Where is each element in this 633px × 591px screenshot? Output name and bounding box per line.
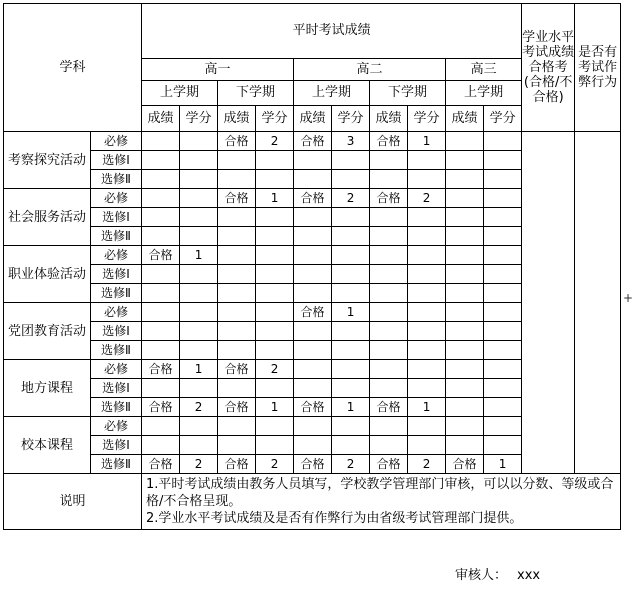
credit-cell [332,265,370,284]
score-cell [446,284,484,303]
credit-cell [408,170,446,189]
score-cell [218,151,256,170]
score-cell [446,132,484,151]
score-cell [446,398,484,417]
score-cell [218,322,256,341]
credit-cell [256,170,294,189]
credit-cell [408,284,446,303]
credit-cell [484,417,522,436]
score-cell [142,436,180,455]
cheating-record-cell [575,132,621,474]
score-cell [218,379,256,398]
score-cell [294,436,332,455]
credit-cell [484,360,522,379]
credit-cell [180,341,218,360]
course-type-label: 选修Ⅱ [91,398,142,417]
score-cell [370,436,408,455]
credit-cell [180,132,218,151]
credit-cell [408,322,446,341]
term-header: 上学期 [446,81,522,106]
score-cell [142,265,180,284]
grade3-header: 高三 [446,59,522,81]
note-line-2: 2.学业水平考试成绩及是否有作弊行为由省级考试管理部门提供。 [146,511,523,526]
score-cell: 合格 [294,303,332,322]
score-cell [142,208,180,227]
credit-col-header: 学分 [332,106,370,132]
credit-cell [332,170,370,189]
score-cell [218,265,256,284]
score-cell [218,284,256,303]
course-type-label: 选修Ⅱ [91,170,142,189]
credit-cell [180,189,218,208]
credit-col-header: 学分 [408,106,446,132]
score-cell [446,170,484,189]
score-cell: 合格 [370,398,408,417]
credit-cell [332,360,370,379]
course-type-label: 选修Ⅰ [91,322,142,341]
score-cell [142,303,180,322]
score-cell [218,170,256,189]
score-cell [294,227,332,246]
grade1-header: 高一 [142,59,294,81]
score-cell [446,151,484,170]
score-cell [446,303,484,322]
score-col-header: 成绩 [218,106,256,132]
score-cell [294,208,332,227]
credit-cell [256,151,294,170]
credit-cell [484,284,522,303]
score-cell [142,227,180,246]
credit-col-header: 学分 [484,106,522,132]
credit-cell [256,246,294,265]
score-cell [294,360,332,379]
score-cell [142,322,180,341]
notes-row [4,474,621,530]
credit-cell [484,379,522,398]
score-cell [370,379,408,398]
course-type-label: 选修Ⅰ [91,151,142,170]
credit-cell [332,151,370,170]
score-cell: 合格 [218,189,256,208]
score-cell [446,246,484,265]
score-cell [294,341,332,360]
expand-handle-icon[interactable]: + [623,291,633,305]
score-cell [218,436,256,455]
score-cell [446,360,484,379]
credit-cell [256,208,294,227]
credit-cell [408,208,446,227]
credit-cell [332,284,370,303]
credit-cell [332,379,370,398]
score-cell [370,227,408,246]
course-type-label: 选修Ⅱ [91,284,142,303]
score-cell [370,417,408,436]
credit-cell [484,398,522,417]
credit-cell [484,170,522,189]
credit-cell: 2 [408,189,446,208]
credit-cell [332,322,370,341]
course-type-label: 选修Ⅰ [91,265,142,284]
credit-cell [332,246,370,265]
course-type-label: 选修Ⅰ [91,379,142,398]
score-cell [370,246,408,265]
score-cell: 合格 [142,246,180,265]
credit-cell [332,436,370,455]
credit-cell [256,436,294,455]
credit-cell [332,208,370,227]
score-cell [142,417,180,436]
credit-cell [180,379,218,398]
score-cell: 合格 [218,132,256,151]
credit-cell: 1 [484,455,522,474]
score-cell [446,208,484,227]
credit-cell [180,436,218,455]
credit-cell [256,227,294,246]
score-cell [446,417,484,436]
course-type-label: 必修 [91,303,142,322]
score-col-header: 成绩 [142,106,180,132]
credit-cell [256,322,294,341]
score-cell: 合格 [142,360,180,379]
credit-cell [408,227,446,246]
credit-cell [180,284,218,303]
credit-cell [408,151,446,170]
credit-cell: 2 [180,398,218,417]
table-row [4,132,621,151]
credit-cell [332,227,370,246]
score-cell [218,341,256,360]
credit-cell [408,379,446,398]
reviewer-label: 审核人： [455,568,508,583]
credit-cell [332,417,370,436]
credit-cell: 1 [332,303,370,322]
credit-cell [180,265,218,284]
credit-cell: 2 [180,455,218,474]
credit-cell: 2 [408,455,446,474]
credit-cell: 2 [332,455,370,474]
course-type-label: 必修 [91,360,142,379]
subject-name: 社会服务活动 [4,189,91,246]
score-cell [446,379,484,398]
score-cell [218,303,256,322]
score-cell: 合格 [294,132,332,151]
credit-cell: 1 [256,189,294,208]
score-cell [142,170,180,189]
credit-cell [484,341,522,360]
score-cell [294,322,332,341]
score-col-header: 成绩 [370,106,408,132]
cheating-header: 是否有考试作弊行为 [575,4,621,132]
credit-cell: 1 [408,398,446,417]
credit-cell [484,208,522,227]
note-line-1: 1.平时考试成绩由教务人员填写，学校教学管理部门审核，可以以分数、等级或合格/不合格呈现。 [146,477,614,509]
credit-cell [408,303,446,322]
credit-cell [484,436,522,455]
reviewer-line [455,564,550,583]
credit-cell [408,360,446,379]
course-type-label: 选修Ⅰ [91,436,142,455]
credit-cell [256,417,294,436]
credit-cell [408,341,446,360]
credit-cell [180,170,218,189]
grade2-header: 高二 [294,59,446,81]
score-cell [218,246,256,265]
credit-col-header: 学分 [180,106,218,132]
score-cell [218,227,256,246]
score-cell [446,322,484,341]
course-type-label: 选修Ⅱ [91,341,142,360]
credit-cell: 3 [332,132,370,151]
course-type-label: 选修Ⅰ [91,208,142,227]
score-cell [370,284,408,303]
term-header: 下学期 [218,81,294,106]
score-cell [142,341,180,360]
credit-cell: 1 [180,246,218,265]
credit-cell: 2 [256,132,294,151]
score-col-header: 成绩 [446,106,484,132]
score-cell [142,284,180,303]
score-cell [370,360,408,379]
score-cell [294,284,332,303]
score-cell [446,189,484,208]
score-cell: 合格 [218,360,256,379]
score-cell [218,417,256,436]
credit-cell [484,151,522,170]
credit-cell [484,189,522,208]
score-cell [142,151,180,170]
score-cell: 合格 [446,455,484,474]
score-cell [446,436,484,455]
credit-cell [180,417,218,436]
score-cell: 合格 [370,132,408,151]
credit-cell [484,132,522,151]
credit-cell [408,246,446,265]
course-type-label: 选修Ⅱ [91,227,142,246]
credit-cell [256,265,294,284]
score-cell: 合格 [218,455,256,474]
score-col-header: 成绩 [294,106,332,132]
credit-cell [408,265,446,284]
course-type-label: 必修 [91,189,142,208]
score-cell [294,417,332,436]
score-cell [294,379,332,398]
score-cell [446,227,484,246]
score-cell [370,170,408,189]
credit-cell: 2 [256,455,294,474]
notes-text [142,474,621,530]
credit-cell [256,303,294,322]
score-cell [446,265,484,284]
subject-name: 校本课程 [4,417,91,474]
score-cell [370,151,408,170]
credit-cell [256,379,294,398]
credit-cell [180,322,218,341]
credit-cell [180,151,218,170]
course-type-label: 必修 [91,417,142,436]
score-cell [294,246,332,265]
credit-cell [484,265,522,284]
credit-cell [484,322,522,341]
credit-cell [256,341,294,360]
score-cell [218,208,256,227]
course-type-label: 必修 [91,246,142,265]
credit-cell [256,284,294,303]
score-cell: 合格 [142,455,180,474]
score-cell [142,189,180,208]
credit-cell: 2 [332,189,370,208]
credit-cell: 1 [408,132,446,151]
score-cell: 合格 [294,189,332,208]
credit-cell: 1 [256,398,294,417]
term-header: 上学期 [294,81,370,106]
proficiency-result-cell [522,132,575,474]
course-type-label: 必修 [91,132,142,151]
score-cell [294,151,332,170]
term-header: 上学期 [142,81,218,106]
credit-cell [484,246,522,265]
credit-cell [484,227,522,246]
proficiency-header: 学业水平考试成绩合格考(合格/不合格) [522,4,575,132]
reviewer-name: xxx [517,568,541,583]
score-cell [370,303,408,322]
subject-header: 学科 [4,4,142,132]
score-cell [294,170,332,189]
grade-record-table [3,3,621,530]
regular-scores-header: 平时考试成绩 [142,4,522,59]
subject-name: 地方课程 [4,360,91,417]
credit-cell: 1 [180,360,218,379]
score-cell: 合格 [218,398,256,417]
credit-cell [180,208,218,227]
score-cell [142,379,180,398]
score-cell: 合格 [370,189,408,208]
notes-label: 说明 [4,474,142,530]
subject-name: 党团教育活动 [4,303,91,360]
credit-cell: 1 [332,398,370,417]
score-cell: 合格 [370,455,408,474]
score-cell: 合格 [142,398,180,417]
score-cell [446,341,484,360]
subject-name: 考察探究活动 [4,132,91,189]
credit-cell: 2 [256,360,294,379]
credit-cell [180,303,218,322]
score-cell [370,341,408,360]
course-type-label: 选修Ⅱ [91,455,142,474]
score-cell [370,322,408,341]
credit-cell [408,436,446,455]
score-cell [370,265,408,284]
credit-cell [332,341,370,360]
credit-cell [484,303,522,322]
credit-cell [180,227,218,246]
credit-cell [408,417,446,436]
score-cell [370,208,408,227]
credit-col-header: 学分 [256,106,294,132]
score-cell [294,265,332,284]
score-cell [142,132,180,151]
score-cell: 合格 [294,398,332,417]
score-cell: 合格 [294,455,332,474]
term-header: 下学期 [370,81,446,106]
subject-name: 职业体验活动 [4,246,91,303]
